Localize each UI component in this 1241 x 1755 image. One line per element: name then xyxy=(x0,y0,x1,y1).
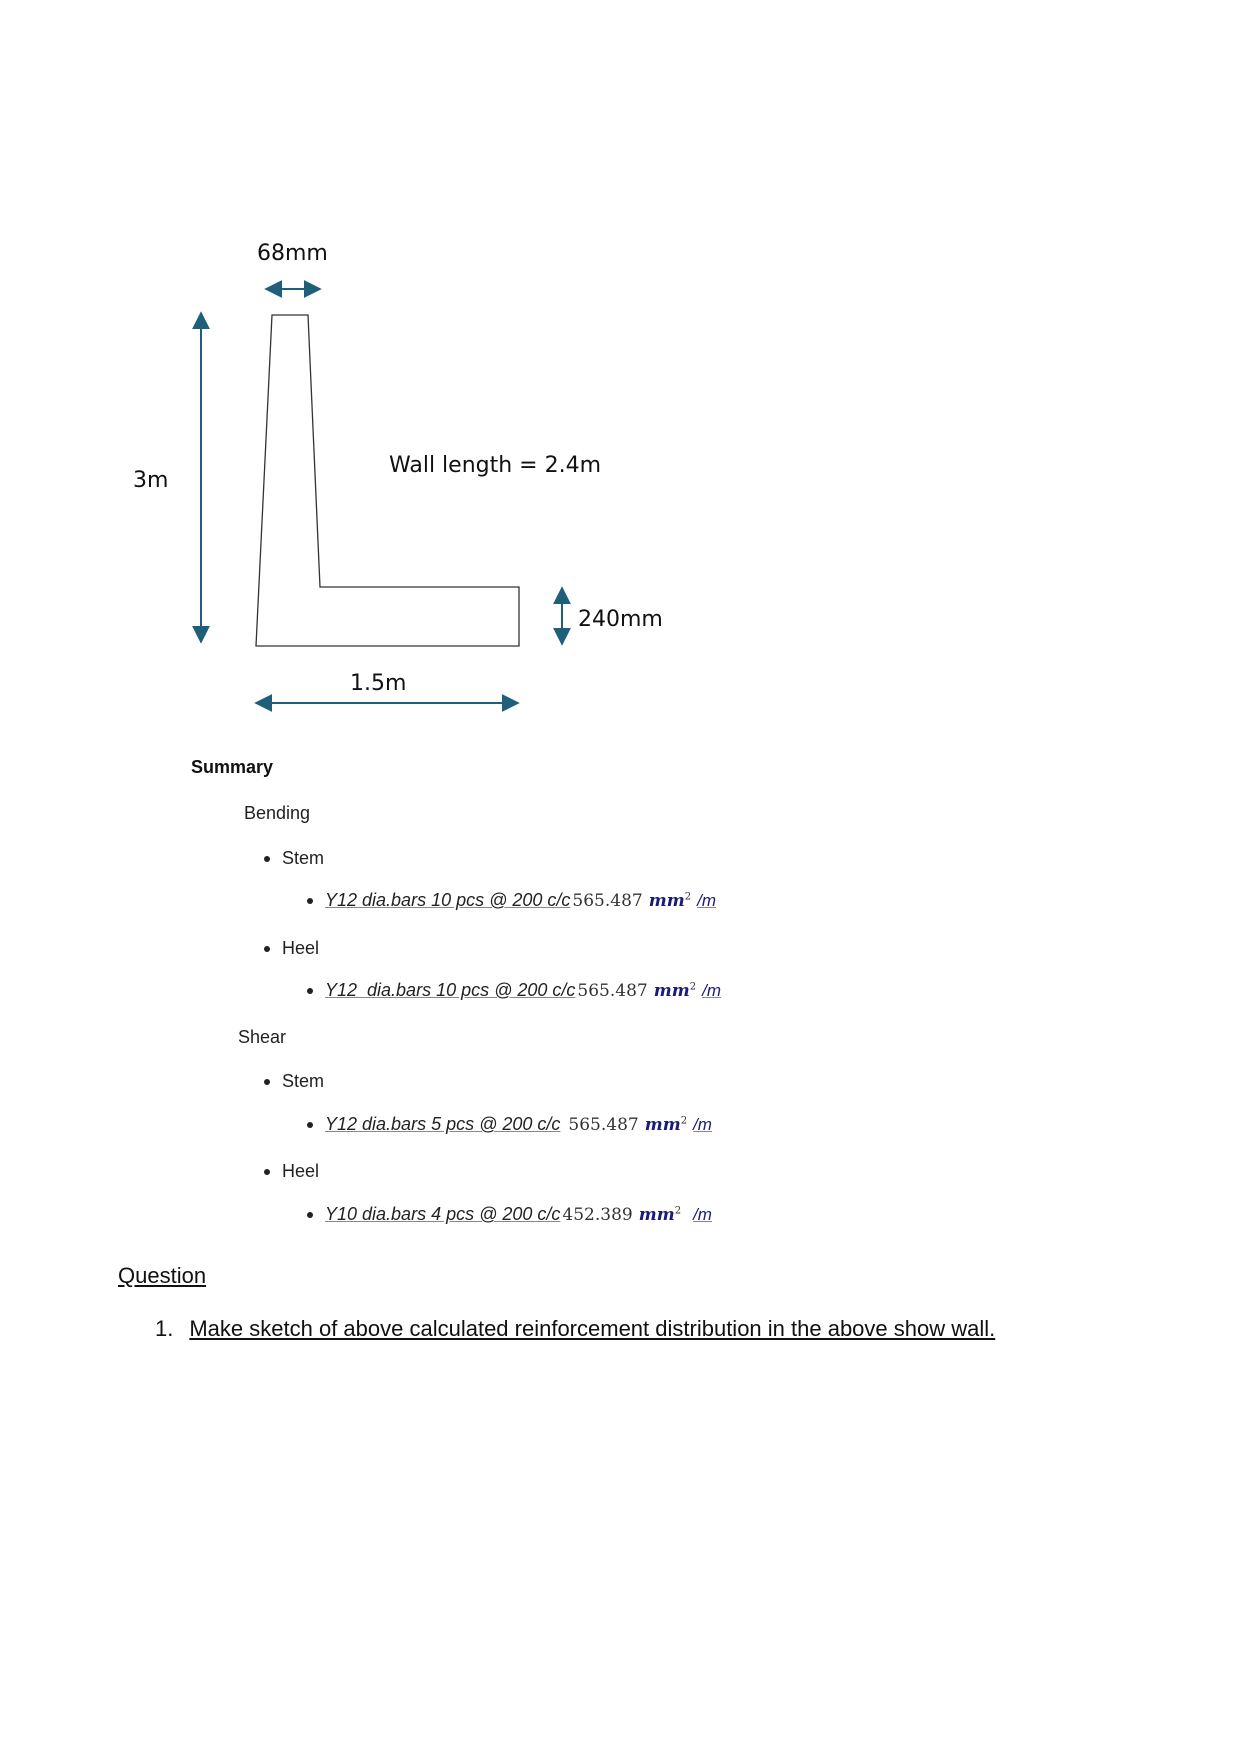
bar-per-meter: /m xyxy=(693,1205,712,1224)
wall-outline xyxy=(256,315,519,646)
bar-area-unit: $mm^2$ xyxy=(638,1205,682,1225)
bullet-icon xyxy=(264,1079,270,1085)
bar-area-value: 565.487 xyxy=(577,981,648,1001)
shear-stem-label: Stem xyxy=(282,1071,325,1091)
bar-per-meter: /m xyxy=(693,1115,712,1134)
bar-area-unit: $mm^2$ xyxy=(644,1115,688,1135)
question-text: Make sketch of above calculated reinforcement distribution in the above show wall. xyxy=(189,1316,996,1341)
bar-area-value: 452.389 xyxy=(562,1205,633,1225)
bar-description: Y12 dia.bars 5 pcs @ 200 c/c xyxy=(325,1114,561,1134)
height-label: 3m xyxy=(133,468,169,493)
summary-title: Summary xyxy=(191,757,274,777)
bar-area-unit: $mm^2$ xyxy=(653,981,697,1001)
shear-heel-bar xyxy=(307,1204,712,1225)
shear-heel-item xyxy=(264,1161,319,1182)
bullet-icon xyxy=(264,946,270,952)
bending-heel-bar xyxy=(307,980,721,1001)
top-width-label: 68mm xyxy=(257,241,328,266)
wall-length-label: Wall length = 2.4m xyxy=(389,453,602,478)
bar-per-meter: /m xyxy=(697,891,716,910)
bar-per-meter: /m xyxy=(702,981,721,1000)
question-number: 1. xyxy=(155,1316,174,1341)
bullet-icon xyxy=(307,1122,313,1128)
question-item xyxy=(155,1316,995,1342)
base-thickness-label: 240mm xyxy=(578,607,663,632)
shear-stem-item xyxy=(264,1071,324,1092)
bar-description: Y10 dia.bars 4 pcs @ 200 c/c xyxy=(325,1204,561,1224)
bar-area-value: 565.487 xyxy=(568,1115,639,1135)
bar-description: Y12 dia.bars 10 pcs @ 200 c/c xyxy=(325,890,571,910)
base-length-label: 1.5m xyxy=(350,671,407,696)
bending-stem-bar xyxy=(307,890,716,911)
bar-area-unit: $mm^2$ xyxy=(648,891,692,911)
bending-heading: Bending xyxy=(244,803,311,823)
bullet-icon xyxy=(307,1212,313,1218)
bullet-icon xyxy=(307,898,313,904)
bullet-icon xyxy=(264,856,270,862)
shear-heading: Shear xyxy=(238,1027,287,1047)
bar-area-value: 565.487 xyxy=(572,891,643,911)
shear-heel-label: Heel xyxy=(282,1161,320,1181)
bending-heel-label: Heel xyxy=(282,938,320,958)
bending-heel-item xyxy=(264,938,319,959)
bullet-icon xyxy=(264,1169,270,1175)
bending-stem-label: Stem xyxy=(282,848,325,868)
question-title: Question xyxy=(118,1263,207,1288)
bending-stem-item xyxy=(264,848,324,869)
bar-description: Y12 dia.bars 10 pcs @ 200 c/c xyxy=(325,980,576,1000)
bullet-icon xyxy=(307,988,313,994)
shear-stem-bar xyxy=(307,1114,712,1135)
